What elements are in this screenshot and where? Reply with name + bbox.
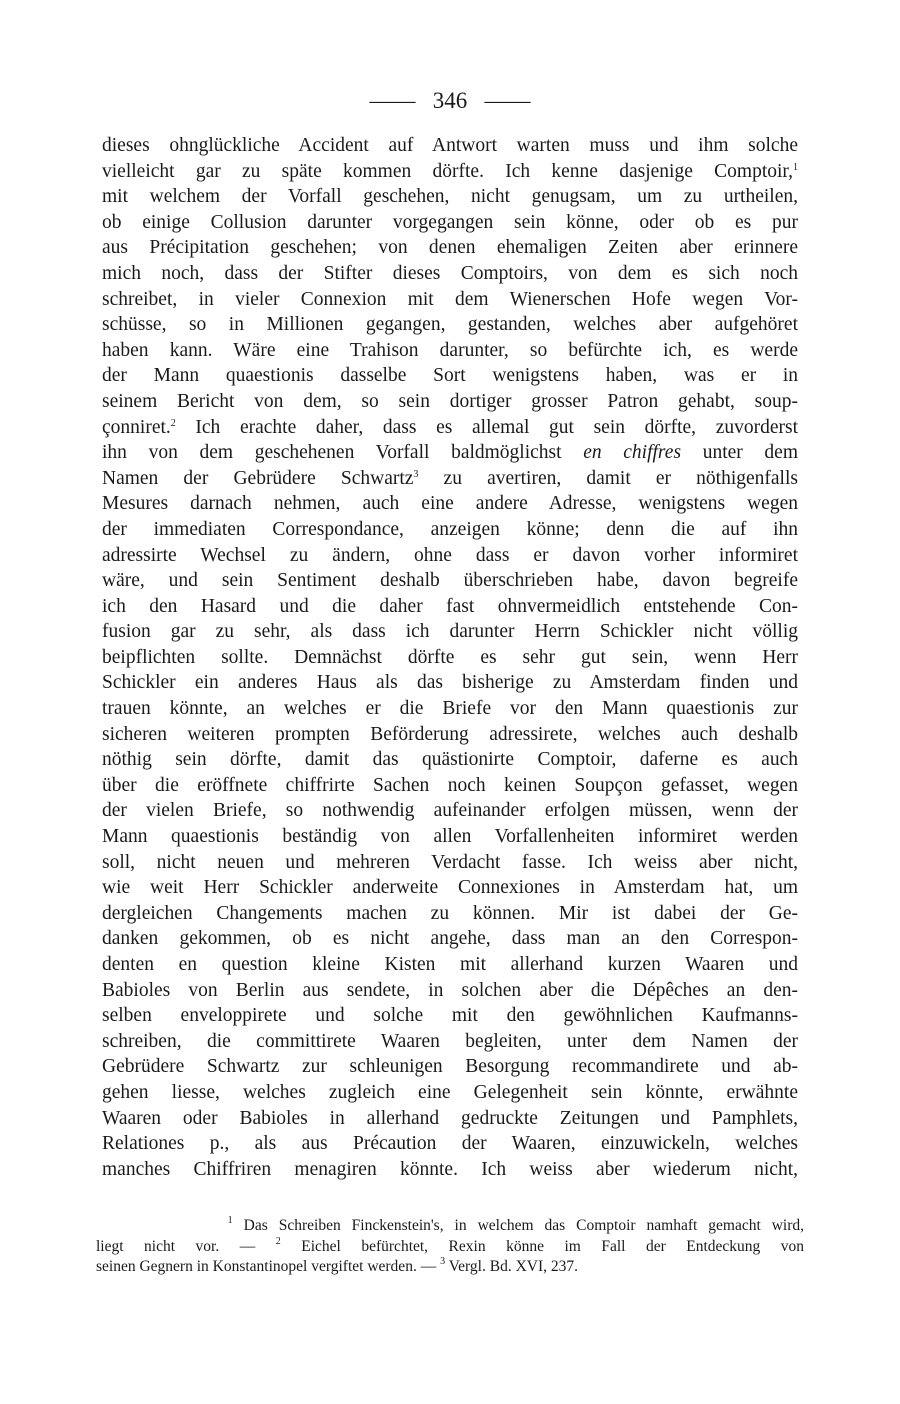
italic-phrase: en chiffres	[583, 442, 682, 464]
text-line: dergleichen Changements machen zu können. Mir ist dabei der Ge-	[102, 902, 798, 924]
text-segment: Namen der Gebrüdere Schwartz	[102, 467, 414, 489]
text-segment: Ich erachte daher, dass es allemal gut sein dörfte, zuvorderst	[195, 416, 799, 438]
text-line	[102, 415, 798, 441]
text-line: Relationes p., als aus Précaution der Waaren, einzuwickeln, welches	[102, 1133, 798, 1155]
text-line: der vielen Briefe, so nothwendig aufeinander erfolgen müssen, wenn der	[102, 800, 798, 822]
footnote-ref: 2	[170, 417, 176, 429]
footnote-line	[96, 1257, 804, 1278]
footnotes	[96, 1216, 804, 1278]
page-header	[0, 86, 900, 116]
text-line: selben enveloppirete und solche mit den gewöhnlichen Kaufmanns-	[102, 1005, 798, 1027]
footnote-line	[96, 1237, 804, 1258]
text-line: ob einige Collusion darunter vorgegangen sein könne, oder ob es pur	[102, 211, 798, 233]
text-segment: vielleicht gar zu späte kommen dörfte. Ich kenne dasjenige Comptoir,	[102, 160, 793, 182]
text-line: wie weit Herr Schickler anderweite Connexiones in Amsterdam hat, um	[102, 877, 798, 899]
text-line: mich noch, dass der Stifter dieses Comptoirs, von dem es sich noch	[102, 262, 798, 284]
text-line: über die eröffnete chiffrirte Sachen noch keinen Soupçon gefasset, wegen	[102, 774, 798, 796]
text-line: schreibet, in vieler Connexion mit dem Wienerschen Hofe wegen Vor-	[102, 288, 798, 310]
text-line: dieses ohnglückliche Accident auf Antwort warten muss und ihm solche	[102, 135, 798, 156]
text-line: Schickler ein anderes Haus als das bisherige zu Amsterdam finden und	[102, 672, 798, 694]
text-line	[102, 466, 798, 492]
footnote-marker: 3	[440, 1256, 446, 1267]
text-line	[102, 440, 798, 466]
header-dash-right: ——	[484, 88, 531, 113]
text-line: der immediaten Correspondance, anzeigen könne; denn die auf ihn	[102, 518, 798, 540]
text-line	[102, 159, 798, 185]
footnote-line	[96, 1216, 804, 1237]
footnote-marker: 1	[227, 1215, 233, 1226]
text-line: aus Précipitation geschehen; von denen ehemaligen Zeiten aber erinnere	[102, 237, 798, 259]
text-line: beipflichten sollte. Demnächst dörfte es sehr gut sein, wenn Herr	[102, 646, 798, 668]
header-dash-left: ——	[369, 88, 416, 113]
text-line: seinem Bericht von dem, so sein dortiger grosser Patron gehabt, soup-	[102, 390, 798, 412]
page-number: 346	[432, 88, 468, 113]
text-segment: zu avertiren, damit er nöthigenfalls	[443, 467, 798, 489]
footnote-text: seinen Gegnern in Konstantinopel vergiftet werden. —	[96, 1258, 437, 1275]
text-line: fusion gar zu sehr, als dass ich darunter Herrn Schickler nicht völlig	[102, 621, 798, 643]
text-line: schreiben, die committirete Waaren begleiten, unter dem Namen der	[102, 1030, 798, 1052]
text-segment: çonniret.	[102, 416, 171, 438]
text-segment: unter dem	[702, 442, 798, 464]
text-line: der Mann quaestionis dasselbe Sort wenigstens haben, was er in	[102, 365, 798, 387]
footnote-ref: 1	[793, 161, 798, 173]
text-line: mit welchem der Vorfall geschehen, nicht genugsam, um zu urtheilen,	[102, 186, 798, 208]
text-line: schüsse, so in Millionen gegangen, gestanden, welches aber aufgehöret	[102, 314, 798, 336]
text-line: manches Chiffriren menagiren könnte. Ich weiss aber wiederum nicht,	[102, 1158, 798, 1180]
text-line: soll, nicht neuen und mehreren Verdacht fasse. Ich weiss aber nicht,	[102, 851, 798, 873]
text-line: Mann quaestionis beständig von allen Vorfallenheiten informiret werden	[102, 826, 798, 848]
text-line: haben kann. Wäre eine Trahison darunter, so befürchte ich, es werde	[102, 339, 798, 361]
main-text	[102, 133, 798, 1182]
text-line: danken gekommen, ob es nicht angehe, dass man an den Correspon-	[102, 928, 798, 950]
text-line: Babioles von Berlin aus sendete, in solchen aber die Dépêches an den-	[102, 979, 798, 1001]
text-line: nöthig sein dörfte, damit das quästionirte Comptoir, daferne es auch	[102, 749, 798, 771]
text-line: denten en question kleine Kisten mit allerhand kurzen Waaren und	[102, 954, 798, 975]
footnote-text: liegt nicht vor. —	[96, 1237, 256, 1255]
text-line: ich den Hasard und die daher fast ohnvermeidlich entstehende Con-	[102, 595, 798, 617]
text-line: Gebrüdere Schwartz zur schleunigen Besorgung recommandirete und ab-	[102, 1056, 798, 1078]
footnote-text: Eichel befürchtet, Rexin könne im Fall der Entdeckung von	[301, 1237, 805, 1255]
text-line: gehen liesse, welches zugleich eine Gelegenheit sein könnte, erwähnte	[102, 1081, 798, 1103]
footnote-text: Vergl. Bd. XVI, 237.	[448, 1258, 578, 1275]
footnote-ref: 3	[413, 468, 419, 480]
text-line: Waaren oder Babioles in allerhand gedruckte Zeitungen und Pamphlets,	[102, 1107, 798, 1129]
footnote-marker: 2	[275, 1235, 281, 1247]
text-line: trauen könnte, an welches er die Briefe vor den Mann quaestionis zur	[102, 698, 798, 720]
text-line: adressirte Wechsel zu ändern, ohne dass er davon vorher informiret	[102, 544, 798, 566]
text-line: wäre, und sein Sentiment deshalb überschrieben habe, davon begreife	[102, 570, 798, 592]
footnote-text: Das Schreiben Finckenstein's, in welchem das Comptoir namhaft gemacht wird,	[243, 1217, 805, 1234]
text-segment: ihn von dem geschehenen Vorfall baldmöglichst	[102, 442, 562, 464]
text-line: sicheren weiteren prompten Beförderung adressirete, welches auch deshalb	[102, 723, 798, 745]
text-line: Mesures darnach nehmen, auch eine andere Adresse, wenigstens wegen	[102, 493, 798, 515]
